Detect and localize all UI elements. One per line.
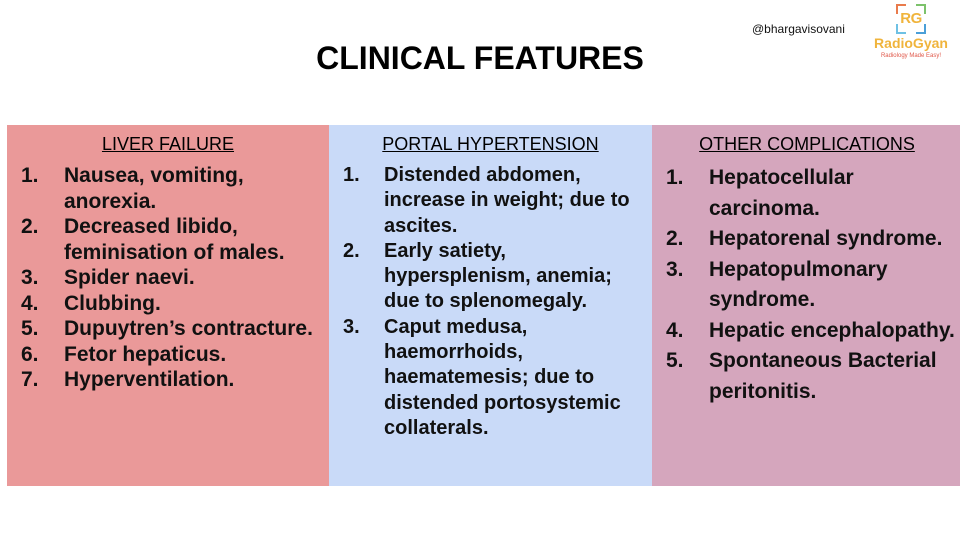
item-text: Dupuytren’s contracture. — [64, 317, 313, 340]
item-text: Early satiety, hypersplenism, anemia; due to splenomegaly. — [384, 239, 612, 313]
list-item — [21, 291, 323, 317]
item-text: Clubbing. — [64, 291, 161, 315]
panel-heading: LIVER FAILURE — [101, 134, 235, 154]
panel-heading: OTHER COMPLICATIONS — [699, 134, 915, 154]
item-number: 3. — [21, 266, 39, 289]
feature-list — [666, 163, 956, 407]
list-item — [343, 239, 646, 315]
list-item — [21, 367, 323, 393]
item-number: 3. — [666, 257, 684, 281]
item-number: 4. — [666, 318, 684, 342]
feature-list — [343, 163, 646, 441]
item-number: 2. — [21, 215, 39, 238]
list-item — [21, 265, 323, 291]
list-item — [21, 342, 323, 368]
logo-name: RadioGyan — [874, 35, 948, 51]
item-text: Decreased libido, feminisation of males. — [64, 215, 285, 264]
panel-other-complications — [652, 125, 960, 486]
item-number: 5. — [21, 317, 39, 340]
list-item — [21, 163, 323, 214]
item-number: 6. — [21, 342, 39, 366]
list-item — [343, 163, 646, 239]
item-text: Hepatic encephalopathy. — [709, 318, 955, 342]
logo-tagline: Radiology Made Easy! — [880, 53, 942, 59]
item-number: 3. — [343, 315, 360, 338]
item-text: Hyperventilation. — [64, 368, 235, 391]
feature-list — [21, 163, 323, 393]
item-number: 4. — [21, 291, 39, 315]
item-text: Hepatopulmonary syndrome. — [709, 257, 888, 311]
author-handle: @bhargavisovani — [752, 22, 845, 36]
item-number: 1. — [343, 164, 360, 186]
item-number: 7. — [21, 368, 39, 391]
logo-initials: RG — [900, 10, 922, 27]
features-table — [7, 125, 960, 486]
list-item — [666, 224, 956, 255]
item-text: Spontaneous Bacterial peritonitis. — [709, 349, 937, 403]
list-item — [21, 214, 323, 265]
logo-mark-icon — [896, 4, 926, 34]
item-text: Spider naevi. — [64, 266, 195, 289]
item-text: Caput medusa, haemorrhoids, haematemesis; due to distended portosystemic collaterals. — [384, 315, 621, 439]
list-item — [666, 163, 956, 224]
slide-title: CLINICAL FEATURES — [316, 40, 644, 76]
item-text: Hepatorenal syndrome. — [709, 227, 943, 250]
item-number: 1. — [666, 166, 684, 189]
panel-liver-failure — [7, 125, 329, 486]
list-item — [343, 315, 646, 441]
item-number: 2. — [343, 239, 360, 262]
item-number: 1. — [21, 164, 39, 187]
item-text: Distended abdomen, increase in weight; due to ascites. — [384, 164, 630, 237]
panel-portal-hypertension — [329, 125, 652, 486]
list-item — [666, 255, 956, 316]
panel-heading: PORTAL HYPERTENSION — [382, 134, 599, 154]
item-number: 2. — [666, 227, 684, 250]
list-item — [666, 346, 956, 407]
item-text: Nausea, vomiting, anorexia. — [64, 164, 244, 213]
item-text: Fetor hepaticus. — [64, 342, 227, 366]
item-text: Hepatocellular carcinoma. — [709, 166, 854, 220]
item-number: 5. — [666, 349, 684, 372]
list-item — [666, 316, 956, 347]
list-item — [21, 316, 323, 342]
